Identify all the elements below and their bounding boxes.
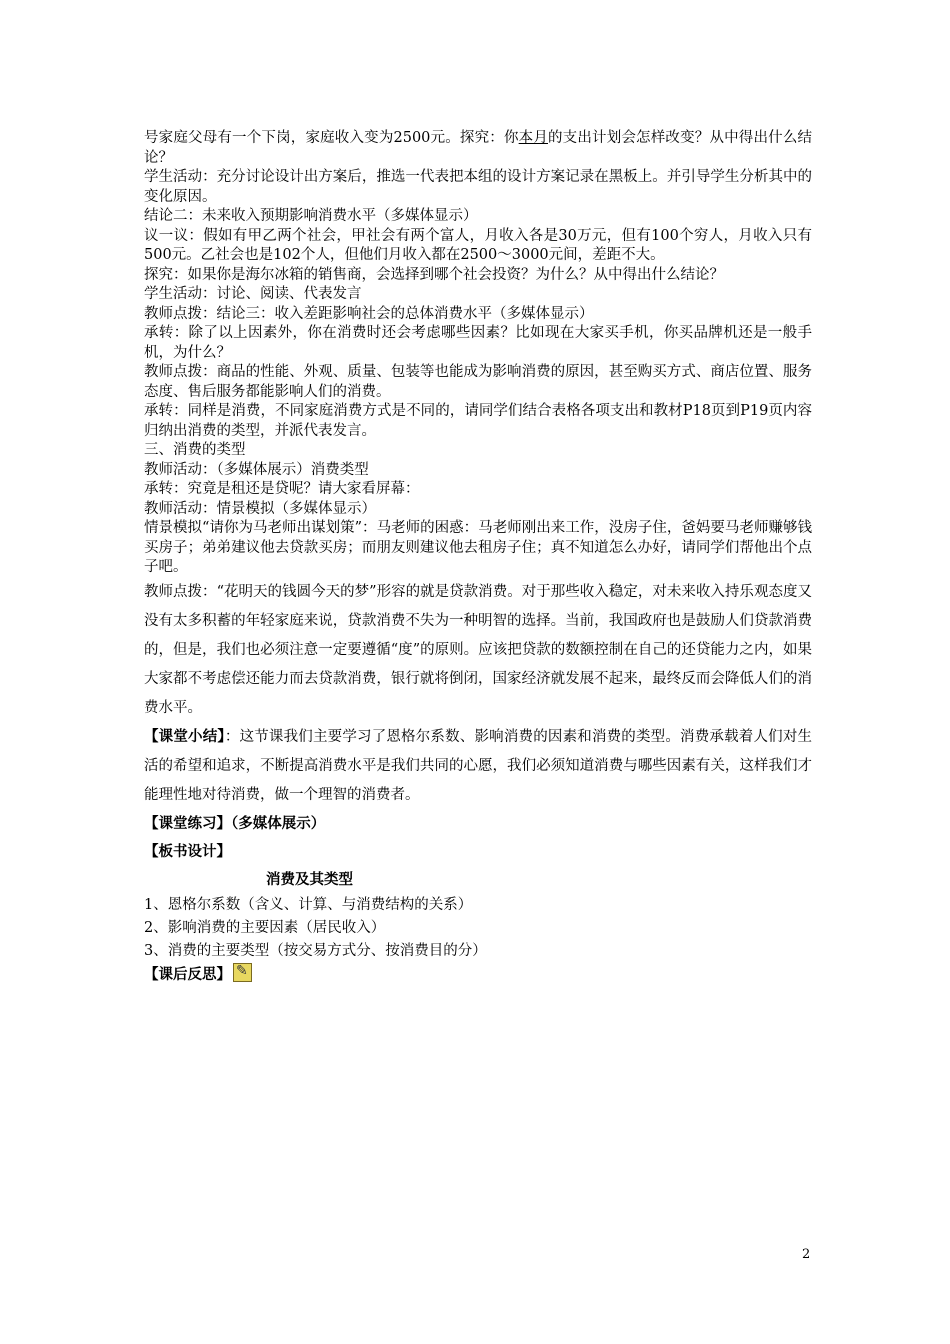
paragraph-1 xyxy=(144,129,812,168)
board-item-1: 1、恩格尔系数（含义、计算、与消费结构的关系） xyxy=(144,896,473,913)
board-item-3: 3、消费的主要类型（按交易方式分、按消费目的分） xyxy=(144,942,487,959)
board-title: 消费及其类型 xyxy=(266,871,353,888)
paragraph-5: 探究：如果你是海尔冰箱的销售商，会选择到哪个社会投资？为什么？从中得出什么结论？ xyxy=(144,266,724,283)
paragraph-6: 学生活动：讨论、阅读、代表发言 xyxy=(144,286,362,302)
paragraph-9: 教师点拨：商品的性能、外观、质量、包装等也能成为影响消费的原因，甚至购买方式、商店位置、服务态度、售后服务都能影响人们的消费。 xyxy=(144,364,812,400)
summary-text: ：这节课我们主要学习了恩格尔系数、影响消费的因素和消费的类型。消费承载着人们对生活的希望和追求，不断提高消费水平是我们共同的心愿，我们必须知道消费与哪些因素有关，这样我们才能理性地对待消费，做一个理智的消费者。 xyxy=(144,728,813,803)
paragraph-4: 议一议：假如有甲乙两个社会，甲社会有两个富人，月收入各是30万元，但有100个穷人，月收入只有500元。乙社会也是102个人，但他们月收入都在2500～3000元间，差距不大。 xyxy=(144,227,812,263)
underlined-text: 本月 xyxy=(518,130,548,146)
paragraph-8: 承转：除了以上因素外，你在消费时还会考虑哪些因素？比如现在大家买手机，你买品牌机还是一般手机，为什么？ xyxy=(144,325,812,361)
paragraph-7: 教师点拨：结论三：收入差距影响社会的总体消费水平（多媒体显示） xyxy=(144,305,594,322)
paragraph-12: 教师活动：（多媒体展示）消费类型 xyxy=(144,461,369,478)
paragraph-14: 教师活动：情景模拟（多媒体显示） xyxy=(144,500,376,517)
reflection-label: 【课后反思】 xyxy=(144,966,231,983)
paragraph-2: 学生活动：充分讨论设计出方案后，推选一代表把本组的设计方案记录在黑板上。并引导学生分析其中的变化原因。 xyxy=(144,169,812,205)
board-design-heading: 【板书设计】 xyxy=(144,843,231,860)
paragraph-16: 教师点拨：“花明天的钱圆今天的梦”形容的就是贷款消费。对于那些收入稳定，对未来收入持乐观态度又没有太多积蓄的年轻家庭来说，贷款消费不失为一种明智的选择。当前，我国政府也是鼓励人们贷款消费的，但是，我们也必须注意一定要遵循“度”的原则。应该把贷款的数额控制在自己的还贷能力之内，如果大家都不考虑偿还能力而去贷款消费，银行就将倒闭，国家经济就发展不起来，最终反而会降低人们的消费水平。 xyxy=(144,583,812,716)
note-pencil-icon[interactable] xyxy=(233,963,252,982)
section-heading: 三、消费的类型 xyxy=(144,442,246,458)
text-run: 号家庭父母有一个下岗，家庭收入变为2500元。探究：你 xyxy=(144,130,519,146)
paragraph-15: 情景模拟“请你为马老师出谋划策”：马老师的困惑：马老师刚出来工作，没房子住，爸妈要马老师赚够钱买房子；弟弟建议他去贷款买房；而朋友则建议他去租房子住；真不知道怎么办好，请同学们帮他出个点子吧。 xyxy=(144,520,812,575)
paragraph-13: 承转：究竟是租还是贷呢？请大家看屏幕： xyxy=(144,481,420,497)
paragraph-3: 结论二：未来收入预期影响消费水平（多媒体显示） xyxy=(144,208,478,224)
reflection-heading xyxy=(144,963,812,985)
paragraph-10: 承转：同样是消费，不同家庭消费方式是不同的，请同学们结合表格各项支出和教材P18页到P19页内容归纳出消费的类型，并派代表发言。 xyxy=(144,403,812,439)
page-number: 2 xyxy=(802,1247,811,1262)
document-body xyxy=(144,129,812,985)
class-summary xyxy=(144,723,812,810)
practice-heading: 【课堂练习】（多媒体展示） xyxy=(144,815,326,832)
summary-label: 【课堂小结】 xyxy=(144,728,225,745)
text-run: 的支出计划会怎样改变？从中得出什么结论？ xyxy=(144,130,813,166)
board-item-2: 2、影响消费的主要因素（居民收入） xyxy=(144,919,386,936)
